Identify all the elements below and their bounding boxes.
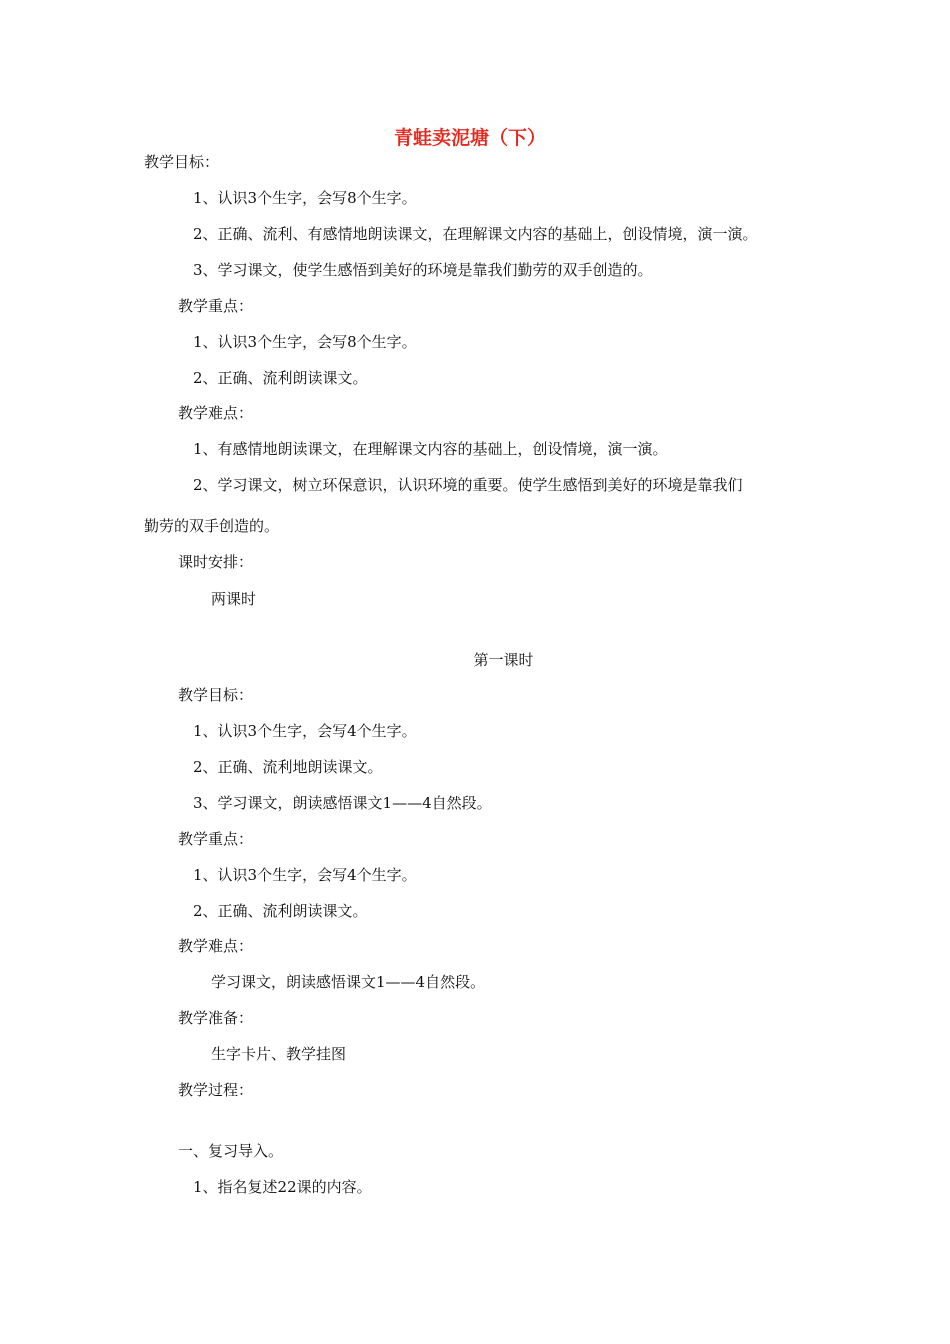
goals-heading: 教学目标： [144,153,220,171]
lesson1-step1-item: 1、指名复述22课的内容。 [193,1178,372,1196]
difficulty-item: 2、学习课文，树立环保意识，认识环境的重要。使学生感悟到美好的环境是靠我们 [193,476,743,494]
lesson1-difficulties-heading: 教学难点： [178,937,254,955]
lesson1-preparation-heading: 教学准备： [178,1009,254,1027]
lesson1-difficulty: 学习课文，朗读感悟课文1——4自然段。 [211,973,486,991]
lesson1-key-point-item: 1、认识3个生字，会写4个生字。 [193,866,417,884]
lesson1-heading: 第一课时 [473,651,534,669]
key-point-item: 2、正确、流利朗读课文。 [193,369,368,387]
document-title: 青蛙卖泥塘（下） [393,127,546,149]
difficulty-item: 1、有感情地朗读课文，在理解课文内容的基础上，创设情境，演一演。 [193,440,668,458]
lesson1-key-point-item: 2、正确、流利朗读课文。 [193,902,368,920]
difficulty-item-continuation: 勤劳的双手创造的。 [144,517,280,535]
key-points-heading: 教学重点： [178,297,254,315]
lesson1-key-points-heading: 教学重点： [178,830,254,848]
schedule-value: 两课时 [211,590,257,608]
difficulties-heading: 教学难点： [178,404,254,422]
lesson1-goal-item: 1、认识3个生字，会写4个生字。 [193,722,417,740]
schedule-heading: 课时安排： [178,553,254,571]
lesson1-process-heading: 教学过程： [178,1081,254,1099]
lesson1-goals-heading: 教学目标： [178,686,254,704]
lesson1-preparation: 生字卡片、教学挂图 [211,1045,347,1063]
lesson1-goal-item: 2、正确、流利地朗读课文。 [193,758,383,776]
goal-item: 3、学习课文，使学生感悟到美好的环境是靠我们勤劳的双手创造的。 [193,261,653,279]
lesson1-step1-heading: 一、复习导入。 [178,1142,284,1160]
key-point-item: 1、认识3个生字，会写8个生字。 [193,333,417,351]
goal-item: 2、正确、流利、有感情地朗读课文，在理解课文内容的基础上，创设情境，演一演。 [193,225,758,243]
lesson1-goal-item: 3、学习课文，朗读感悟课文1——4自然段。 [193,794,492,812]
goal-item: 1、认识3个生字，会写8个生字。 [193,189,417,207]
